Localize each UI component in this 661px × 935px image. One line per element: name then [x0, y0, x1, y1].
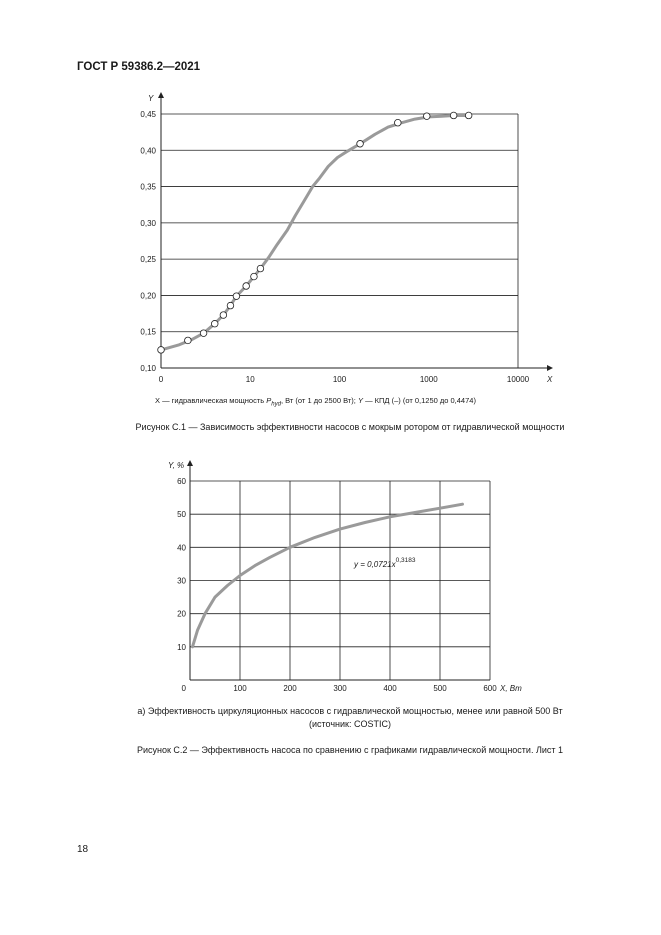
page-number: 18: [77, 844, 89, 855]
y-axis-arrow: [187, 460, 193, 466]
y-tick-label: 0,25: [140, 255, 156, 265]
y-tick-label: 0,30: [140, 218, 156, 228]
y-tick-label: 30: [177, 576, 186, 586]
x-axis-label: X: [547, 375, 553, 384]
y-axis-label: Y: [148, 94, 154, 103]
x-tick-label: 500: [433, 684, 447, 693]
y-tick-label: 60: [177, 477, 186, 486]
x-tick-label: 400: [383, 684, 397, 693]
note-subscript-hyd: hyd: [271, 401, 281, 408]
y-tick-label: 40: [177, 543, 186, 553]
note-text-3: — КПД (–) (от 0,1250 до 0,4474): [362, 396, 476, 405]
x-tick-label: 10: [245, 375, 255, 384]
y-tick-label: 0,45: [140, 110, 156, 119]
x-tick-label: 10000: [506, 375, 530, 384]
x-tick-label: 1000: [419, 375, 438, 384]
figure-2-subcaption-line-2: (источник: COSTIC): [309, 719, 391, 729]
y-tick-label: 0,40: [140, 146, 156, 156]
y-tick-label: 0,35: [140, 182, 156, 192]
y-tick-label: 20: [177, 609, 186, 619]
formula-base: y = 0,0721x: [354, 560, 396, 569]
figure-2-title: Рисунок С.2 — Эффективность насоса по сравнению с графиками гидравлической мощности. Лист 1: [136, 745, 564, 755]
x-tick-label: 100: [233, 684, 247, 693]
document-code: ГОСТ Р 59386.2—2021: [77, 61, 201, 73]
y-tick-label: 0,10: [140, 364, 156, 373]
x-tick-label: 600: [483, 684, 497, 693]
formula-exponent: 0,3183: [395, 557, 416, 564]
y-axis-label: Y, %: [168, 461, 185, 470]
trendline-formula: [353, 557, 416, 569]
x-tick-label: 100: [332, 375, 347, 384]
note-text-1: X — гидравлическая мощность: [155, 396, 267, 405]
note-symbol-p: P: [266, 396, 272, 405]
x-tick-label: 300: [333, 684, 347, 693]
x-tick-label: 0: [181, 684, 186, 693]
y-tick-label: 0,15: [140, 327, 156, 337]
figure-1-title: Рисунок С.1 — Зависимость эффективности насосов с мокрым ротором от гидравлической мощности: [135, 422, 565, 432]
x-tick-label: 0: [158, 375, 164, 384]
note-text-2: , Вт (от 1 до 2500 Вт);: [280, 396, 358, 405]
note-symbol-y: Y: [357, 396, 363, 405]
y-tick-label: 10: [177, 642, 186, 652]
series-curve: [193, 504, 463, 647]
y-tick-label: 0,20: [140, 291, 156, 301]
figure-2-subcaption-line-1: а) Эффективность циркуляционных насосов с гидравлической мощностью, менее или равной 500 Вт: [137, 706, 563, 716]
x-tick-label: 200: [283, 684, 297, 693]
x-axis-label: X, Вт: [500, 684, 522, 693]
y-tick-label: 50: [177, 510, 186, 520]
